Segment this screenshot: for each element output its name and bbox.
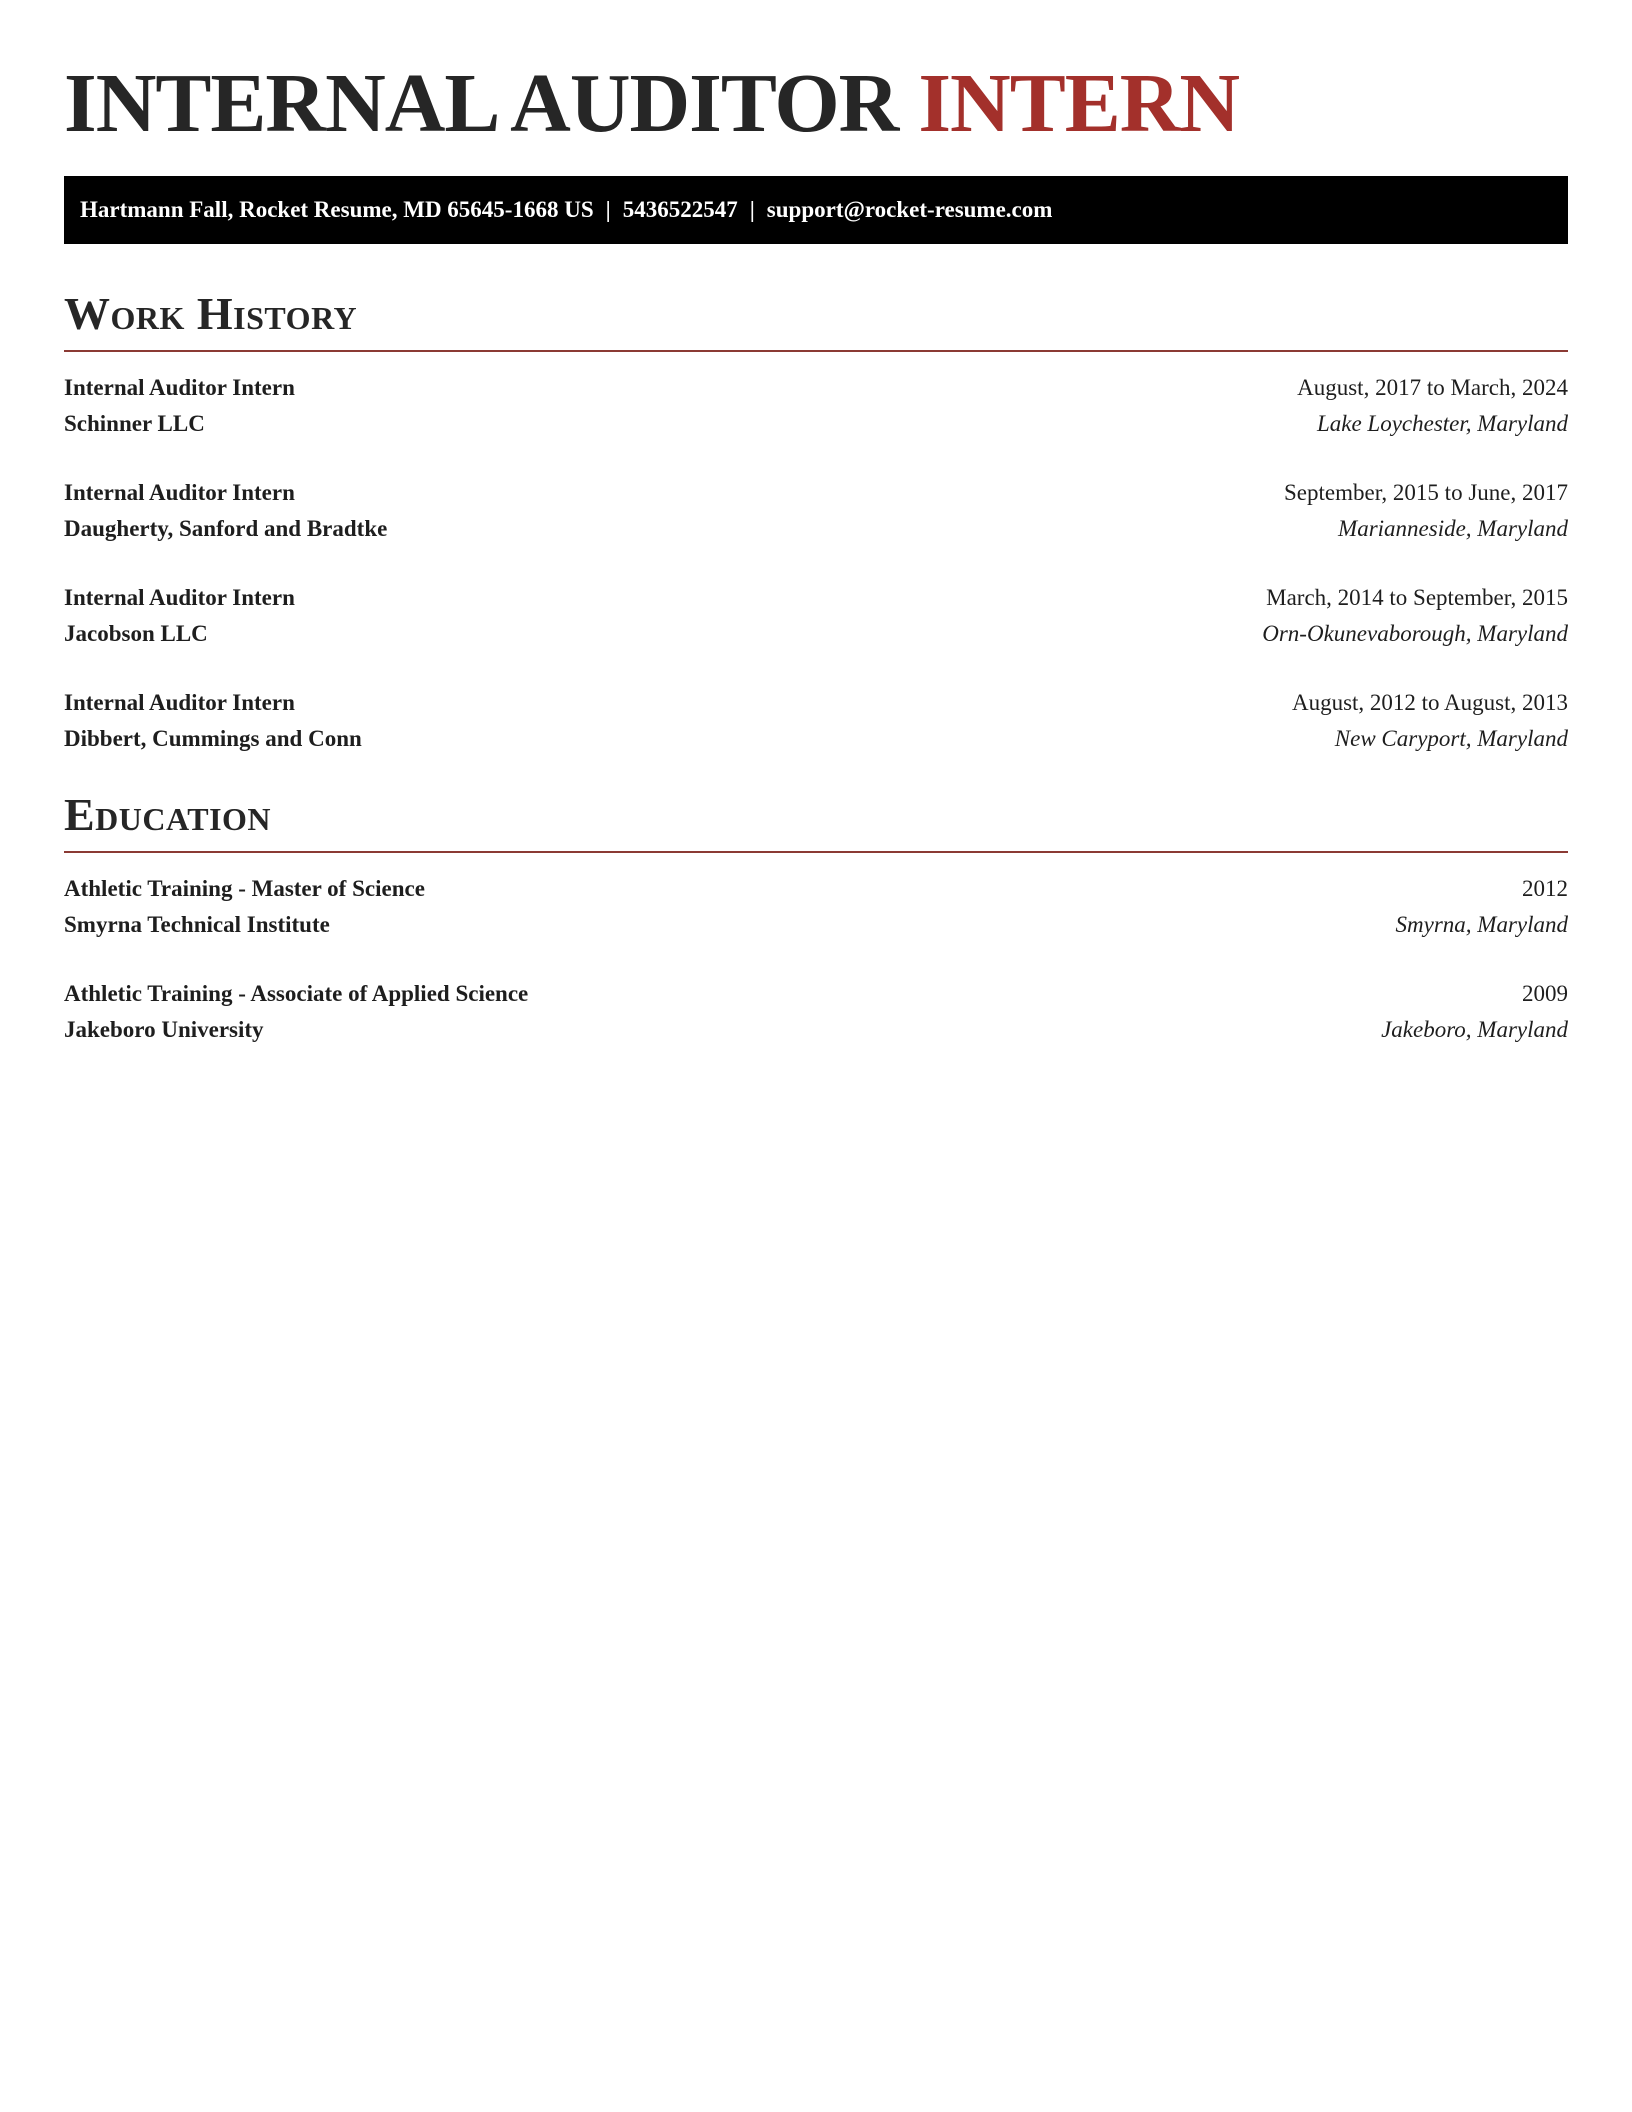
- resume-page: [64, 0, 1568, 1048]
- education-heading: Education: [64, 789, 272, 840]
- job-title: Internal Auditor Intern: [64, 690, 295, 715]
- page-title: [64, 0, 1568, 154]
- degree-name: Athletic Training - Master of Science: [64, 876, 425, 901]
- company-name: Schinner LLC: [64, 411, 205, 436]
- job-title: Internal Auditor Intern: [64, 375, 295, 400]
- job-dates: September, 2015 to June, 2017: [1284, 480, 1568, 505]
- section-divider: [64, 851, 1568, 853]
- job-location: New Caryport, Maryland: [1334, 726, 1568, 751]
- contact-address: Hartmann Fall, Rocket Resume, MD 65645-1668 US: [80, 197, 594, 222]
- degree-name: Athletic Training - Associate of Applied Science: [64, 981, 529, 1006]
- education-entry: [64, 871, 1568, 943]
- work-entry: [64, 370, 1568, 442]
- school-location: Jakeboro, Maryland: [1381, 1017, 1568, 1042]
- school-name: Jakeboro University: [64, 1017, 264, 1042]
- job-dates: March, 2014 to September, 2015: [1266, 585, 1568, 610]
- contact-bar: [64, 176, 1568, 244]
- company-name: Dibbert, Cummings and Conn: [64, 726, 362, 751]
- job-dates: August, 2012 to August, 2013: [1291, 690, 1568, 715]
- job-title: Internal Auditor Intern: [64, 480, 295, 505]
- work-history-heading: Work History: [64, 288, 358, 339]
- contact-separator: |: [749, 197, 755, 222]
- graduation-year: 2009: [1522, 981, 1568, 1006]
- job-location: Marianneside, Maryland: [1338, 516, 1568, 541]
- contact-separator: |: [605, 197, 611, 222]
- company-name: Jacobson LLC: [64, 621, 208, 646]
- job-location: Lake Loychester, Maryland: [1316, 411, 1568, 436]
- education-section: [64, 789, 1568, 1048]
- section-divider: [64, 350, 1568, 352]
- contact-phone: 5436522547: [622, 197, 738, 222]
- school-name: Smyrna Technical Institute: [64, 912, 330, 937]
- work-history-section: [64, 288, 1568, 757]
- work-entry: [64, 685, 1568, 757]
- work-entry: [64, 580, 1568, 652]
- job-location: Orn-Okunevaborough, Maryland: [1262, 621, 1568, 646]
- company-name: Daugherty, Sanford and Bradtke: [64, 516, 388, 541]
- title-accent: INTERN: [918, 57, 1240, 150]
- education-entry: [64, 976, 1568, 1048]
- contact-email: support@rocket-resume.com: [766, 197, 1053, 222]
- job-title: Internal Auditor Intern: [64, 585, 295, 610]
- title-main: INTERNAL AUDITOR: [64, 57, 899, 150]
- school-location: Smyrna, Maryland: [1395, 912, 1568, 937]
- job-dates: August, 2017 to March, 2024: [1297, 375, 1568, 400]
- work-entry: [64, 475, 1568, 547]
- graduation-year: 2012: [1522, 876, 1568, 901]
